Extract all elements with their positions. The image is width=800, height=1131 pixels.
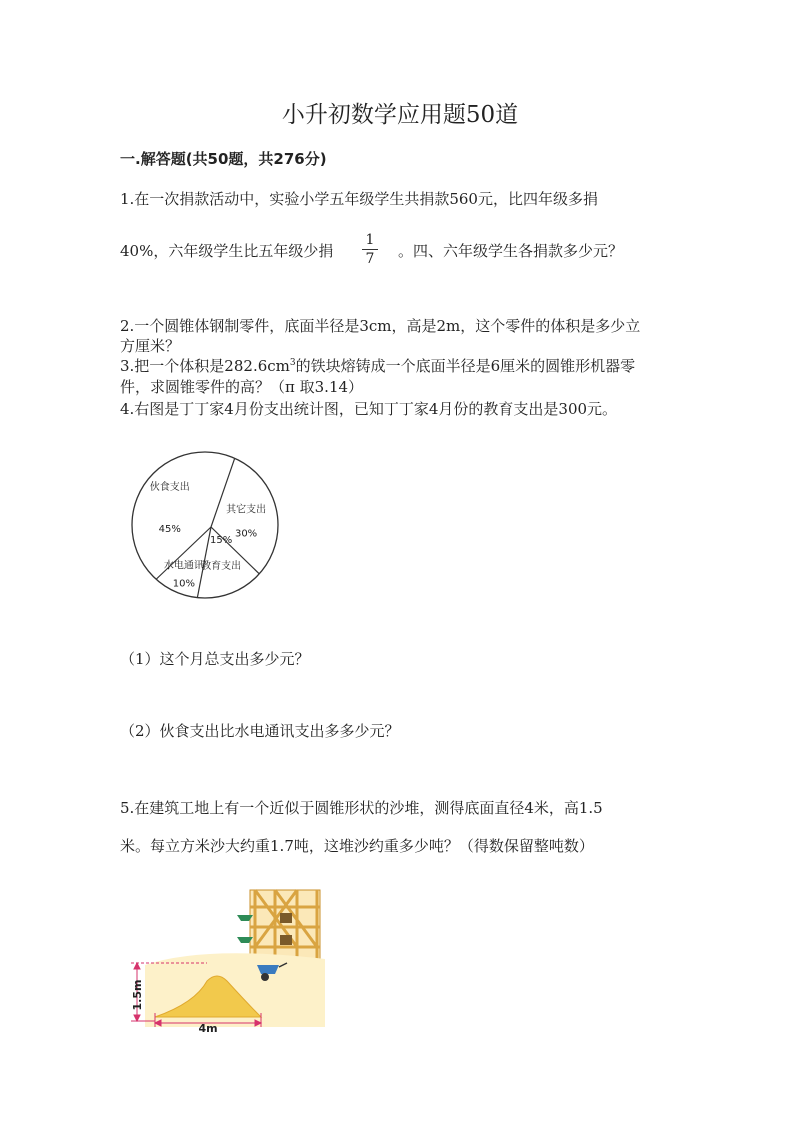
pie-slice-percent: 30% [234,528,258,540]
pie-slice-percent: 45% [158,524,181,536]
q3-line1 [120,355,635,376]
q5-line1: 5.在建筑工地上有一个近似于圆锥形状的沙堆，测得底面直径4米，高1.5 [120,799,603,817]
q1-line2a: 40%，六年级学生比五年级少捐 [120,242,334,260]
q5-line2: 米。每立方米沙大约重1.7吨，这堆沙约重多少吨？（得数保留整吨数） [120,837,594,855]
diameter-label: 4m [198,1022,218,1035]
q4-sub1: （1）这个月总支出多少元？ [120,650,310,668]
q3-text-b: 的铁块熔铸成一个底面半径是6厘米的圆锥形机器零 [295,357,636,375]
fraction-bar [362,249,378,250]
q3-text-a: 3.把一个体积是282.6cm [120,357,290,375]
q4-line1: 4.右图是丁丁家4月份支出统计图，已知丁丁家4月份的教育支出是300元。 [120,400,618,418]
sand-pile-figure [125,885,330,1035]
pie-slice-label: 教育支出 [201,561,242,573]
q3-superscript: 3 [289,358,296,368]
pie-slice-percent: 15% [210,535,233,547]
q1-line1: 1.在一次捐款活动中，实验小学五年级学生共捐款560元，比四年级多捐 [120,190,598,208]
fraction-one-seventh [362,232,378,267]
pie-slice-label: 水电通讯 [163,560,204,572]
q3-line2: 件，求圆锥零件的高？（π 取3.14） [120,378,364,396]
section-heading: 一.解答题(共50题，共276分) [120,150,327,168]
fraction-numerator: 1 [365,232,375,248]
height-label: 1.5m [131,979,144,1011]
pie-outline [132,452,278,598]
q1-line2b: 。四、六年级学生各捐款多少元？ [398,242,624,260]
pie-slice-label: 其它支出 [226,504,267,516]
q2-line1: 2.一个圆锥体钢制零件，底面半径是3cm，高是2m，这个零件的体积是多少立 [120,317,641,335]
pie-slice-percent: 10% [172,578,195,590]
q2-line2: 方厘米？ [120,337,181,355]
pie-chart [120,445,290,605]
pie-slice-label: 伙食支出 [149,482,190,494]
page-title: 小升初数学应用题50道 [281,102,519,128]
q4-sub2: （2）伙食支出比水电通讯支出多多少元？ [120,722,400,740]
fraction-denominator: 7 [365,251,375,267]
